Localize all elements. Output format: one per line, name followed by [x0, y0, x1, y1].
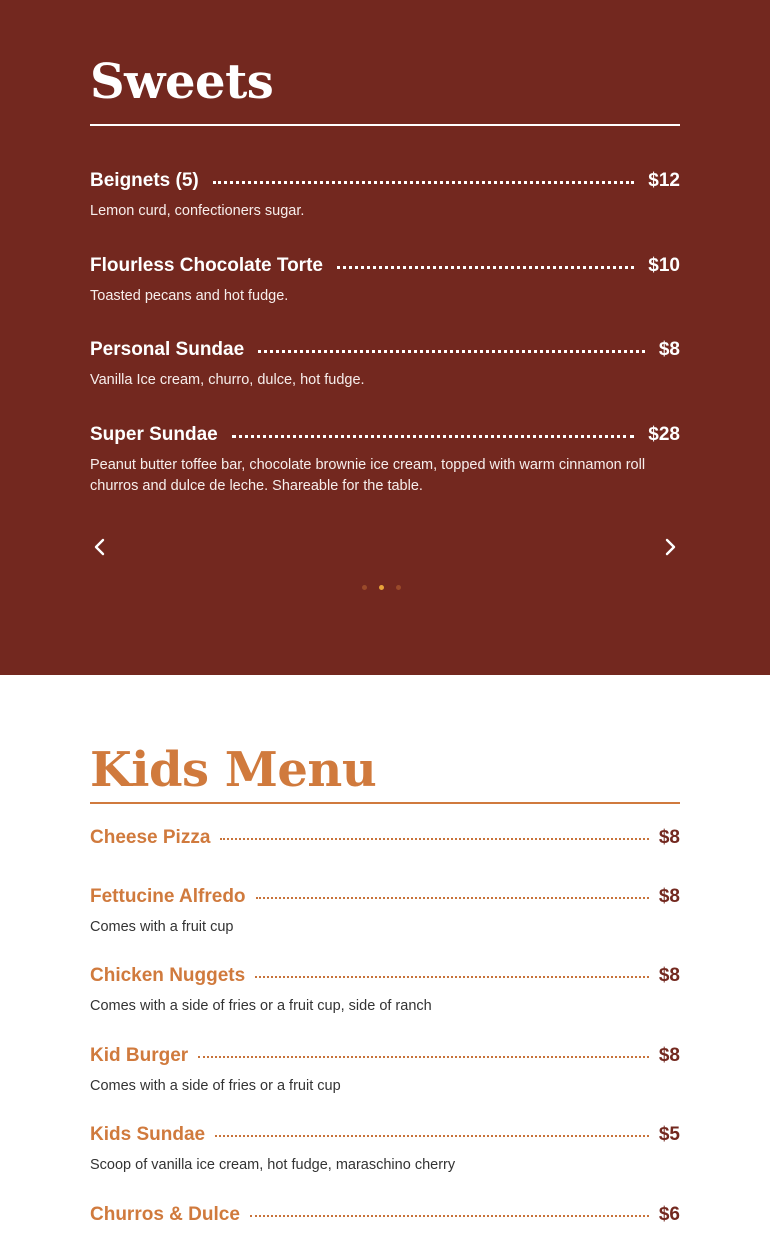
dot-leader	[258, 350, 645, 353]
item-name: Beignets (5)	[90, 170, 199, 191]
chevron-left-icon	[93, 538, 107, 556]
sweets-divider	[90, 124, 680, 126]
item-price: $10	[648, 255, 680, 276]
sweets-title: Sweets	[90, 54, 274, 110]
item-name: Churros & Dulce	[90, 1204, 240, 1225]
item-name: Chicken Nuggets	[90, 965, 246, 986]
kids-menu-title: Kids Menu	[90, 742, 377, 798]
item-price: $5	[658, 1124, 680, 1145]
item-description: Lemon curd, confectioners sugar.	[90, 203, 305, 219]
item-description: Comes with a side of fries or a fruit cup, side of ranch	[90, 998, 432, 1014]
item-name: Fettucine Alfredo	[90, 886, 246, 907]
menu-item	[90, 420, 680, 497]
carousel-dot[interactable]	[362, 585, 367, 590]
item-description: Vanilla Ice cream, churro, dulce, hot fudge.	[90, 372, 365, 388]
item-name: Kids Sundae	[90, 1124, 206, 1145]
item-name: Personal Sundae	[90, 339, 245, 360]
chevron-right-icon	[663, 538, 677, 556]
item-description: Comes with a side of fries or a fruit cup	[90, 1078, 341, 1094]
item-name: Kid Burger	[90, 1045, 189, 1066]
kids-menu-divider	[90, 802, 680, 804]
item-name: Flourless Chocolate Torte	[90, 255, 323, 276]
item-price: $8	[658, 965, 680, 986]
menu-item	[90, 1042, 680, 1096]
item-price: $8	[658, 1045, 680, 1066]
menu-item	[90, 883, 680, 937]
menu-item	[90, 335, 680, 391]
carousel-dot[interactable]	[396, 585, 401, 590]
item-description: Peanut butter toffee bar, chocolate brownie ice cream, topped with warm cinnamon roll churros and dulce de leche. Shareable for the table.	[90, 457, 646, 494]
item-price: $8	[658, 339, 680, 360]
item-price: $28	[648, 424, 680, 445]
menu-item	[90, 962, 680, 1016]
carousel-next-button[interactable]	[660, 536, 680, 558]
menu-item	[90, 166, 680, 222]
item-price: $8	[658, 886, 680, 907]
item-name: Super Sundae	[90, 424, 218, 445]
dot-leader	[220, 838, 648, 840]
item-description: Scoop of vanilla ice cream, hot fudge, maraschino cherry	[90, 1157, 456, 1173]
dot-leader	[255, 976, 649, 978]
item-description: Comes with a fruit cup	[90, 919, 234, 935]
carousel-prev-button[interactable]	[90, 536, 110, 558]
dot-leader	[256, 897, 649, 899]
dot-leader	[213, 181, 635, 184]
item-price: $12	[648, 170, 680, 191]
carousel-pagination	[362, 585, 401, 590]
kids-menu-section	[0, 675, 770, 1241]
item-description: Toasted pecans and hot fudge.	[90, 288, 289, 304]
dot-leader	[215, 1135, 649, 1137]
menu-item	[90, 824, 680, 852]
dot-leader	[337, 266, 634, 269]
dot-leader	[232, 435, 635, 438]
dot-leader	[250, 1215, 649, 1217]
menu-item	[90, 251, 680, 307]
menu-item	[90, 1121, 680, 1175]
item-name: Cheese Pizza	[90, 827, 211, 848]
dot-leader	[198, 1056, 649, 1058]
item-price: $6	[658, 1204, 680, 1225]
carousel-dot-active[interactable]	[379, 585, 384, 590]
item-price: $8	[658, 827, 680, 848]
menu-item	[90, 1201, 680, 1229]
